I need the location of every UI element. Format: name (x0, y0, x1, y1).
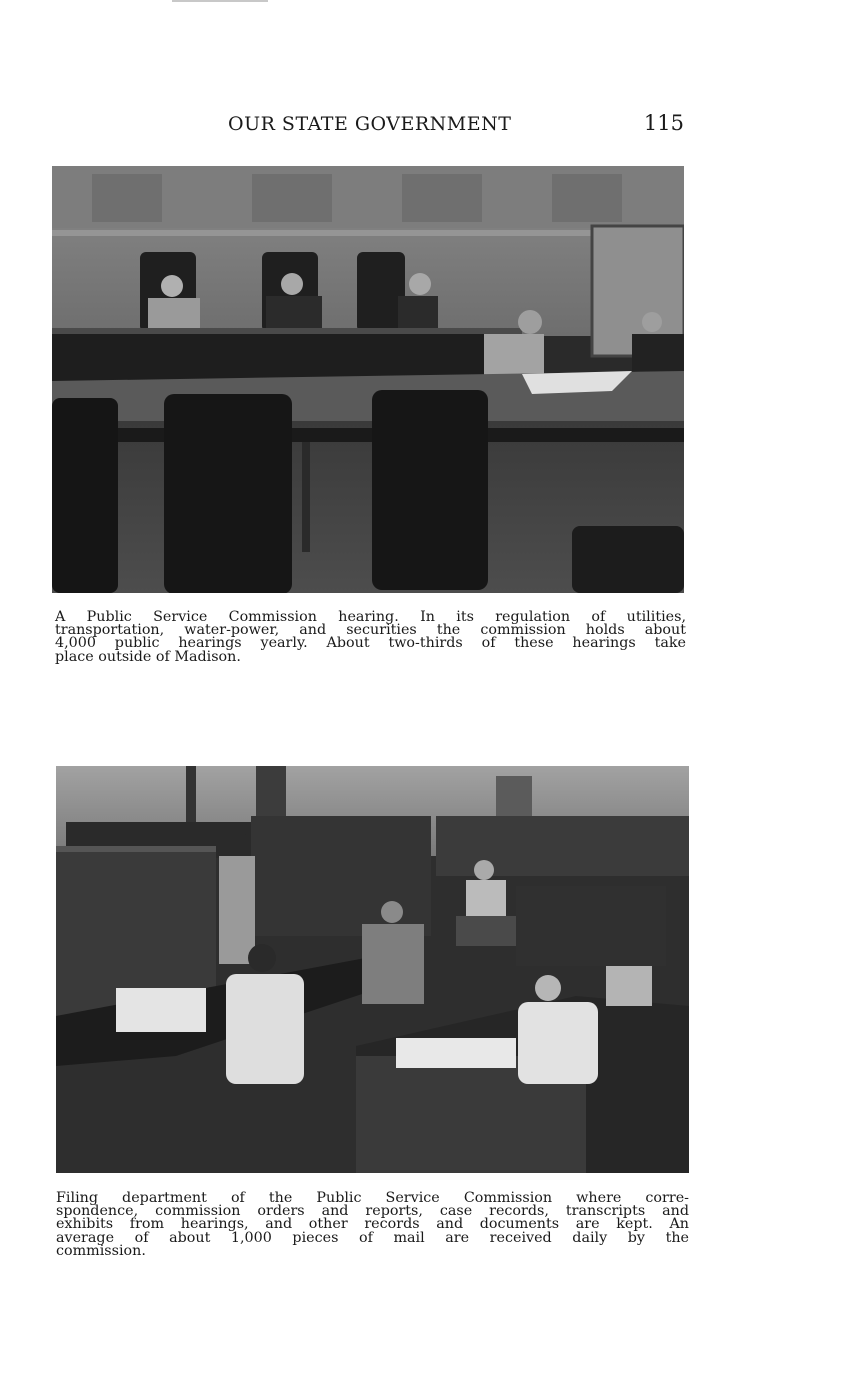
filing-department-photo (56, 766, 689, 1173)
caption-line: exhibits from hearings, and other records and documents are kept. An (56, 1216, 689, 1233)
caption-line: Filing department of the Public Service Commission where corre- (56, 1190, 689, 1206)
filing-caption (56, 1192, 689, 1258)
caption-line: spondence, commission orders and reports, case records, transcripts and (56, 1203, 689, 1220)
caption-line: average of about 1,000 pieces of mail are received daily by the (56, 1229, 689, 1246)
caption-line: transportation, water-power, and securities the commission holds about (55, 622, 686, 639)
caption-line: commission. (56, 1242, 146, 1259)
hearing-room-photo (52, 166, 684, 593)
caption-line: 4,000 public hearings yearly. About two-thirds of these hearings take (55, 635, 686, 652)
page-number: 115 (643, 111, 684, 135)
scan-mark (172, 0, 268, 2)
running-header: OUR STATE GOVERNMENT (228, 113, 512, 135)
caption-line: A Public Service Commission hearing. In its regulation of utilities, (55, 609, 686, 625)
hearing-caption (55, 611, 686, 664)
caption-line: place outside of Madison. (55, 648, 241, 665)
